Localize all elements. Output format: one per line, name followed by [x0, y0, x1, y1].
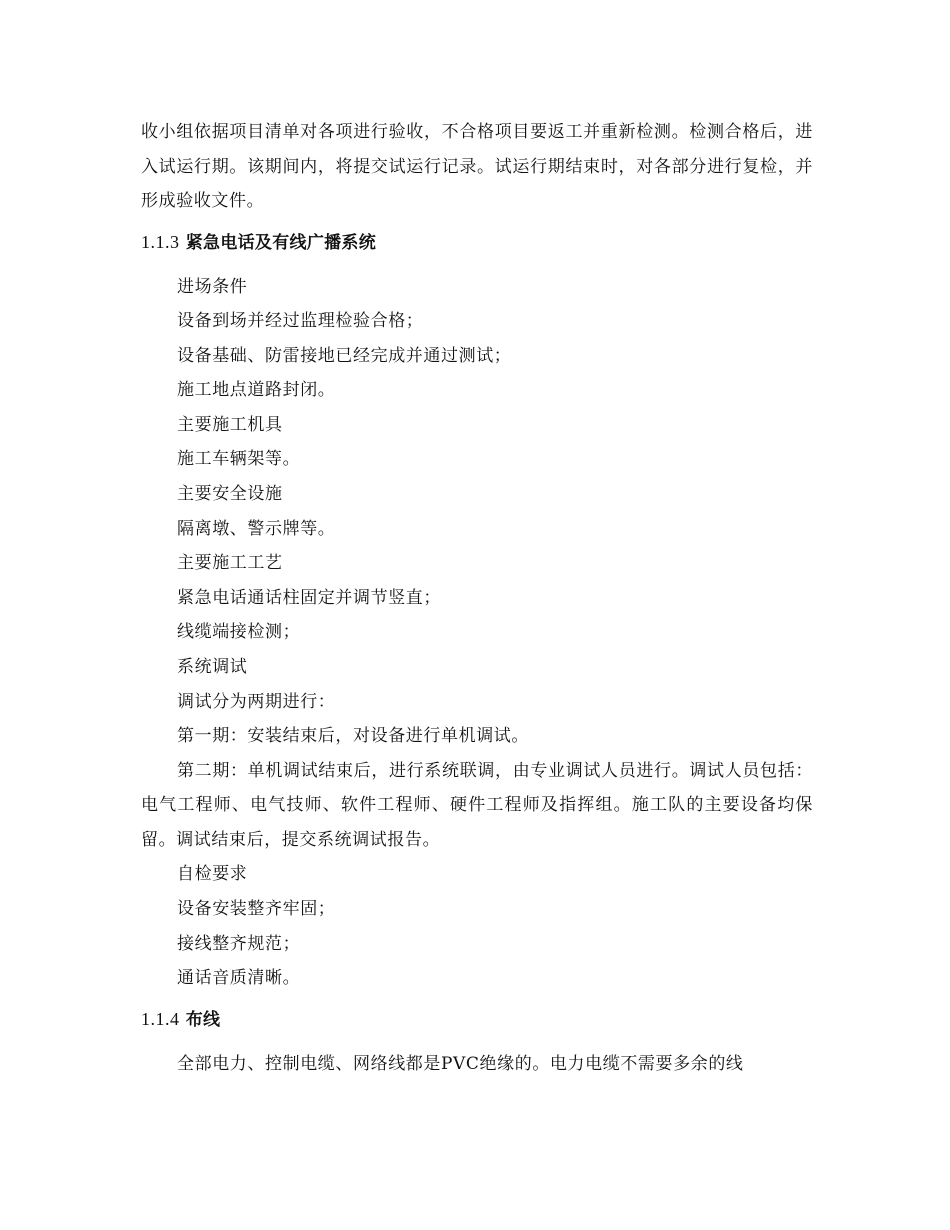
phase-two-paragraph: 第二期：单机调试结束后，进行系统联调，由专业调试人员进行。调试人员包括：电气工程师、电气技师、软件工程师、硬件工程师及指挥组。施工队的主要设备均保留。调试结束后，提交系统调试报告。: [141, 760, 813, 850]
list-item: 自检要求: [177, 864, 248, 885]
section-heading-1-1-3: [141, 225, 813, 260]
intro-paragraph: 收小组依据项目清单对各项进行验收，不合格项目要返工并重新检测。检测合格后，进入试运行期。该期间内，将提交试运行记录。试运行期结束时，对各部分进行复检，并形成验收文件。: [141, 122, 813, 211]
list-item: 接线整齐规范；: [177, 933, 301, 954]
list-item: 进场条件: [177, 276, 248, 297]
list-item: 施工车辆架等。: [177, 449, 301, 470]
list-item: 主要施工工艺: [177, 553, 283, 574]
list-item: 调试分为两期进行：: [177, 691, 336, 712]
list-item: 设备到场并经过监理检验合格；: [177, 311, 424, 332]
list-item: 通话音质清晰。: [177, 968, 301, 989]
list-item: 施工地点道路封闭。: [177, 380, 336, 401]
list-item: 设备安装整齐牢固；: [177, 898, 336, 919]
list-item: 主要施工机具: [177, 414, 283, 435]
section-title: 布线: [185, 1009, 221, 1030]
section-heading-1-1-4: [141, 1002, 813, 1037]
list-item: 主要安全设施: [177, 484, 283, 505]
document-page: [141, 115, 813, 1081]
section-1-1-4-paragraph: 全部电力、控制电缆、网络线都是PVC绝缘的。电力电缆不需要多余的线: [177, 1053, 744, 1074]
list-item: 隔离墩、警示牌等。: [177, 518, 336, 539]
list-item: 第一期：安装结束后，对设备进行单机调试。: [177, 726, 529, 747]
list-item: 紧急电话通话柱固定并调节竖直；: [177, 587, 441, 608]
list-item: 线缆端接检测；: [177, 622, 301, 643]
section-number: 1.1.3: [141, 231, 180, 252]
section-title: 紧急电话及有线广播系统: [185, 232, 377, 253]
list-item: 系统调试: [177, 657, 248, 678]
section-1-1-3-body: [141, 270, 813, 996]
section-number: 1.1.4: [141, 1008, 180, 1029]
list-item: 设备基础、防雷接地已经完成并通过测试；: [177, 345, 512, 366]
